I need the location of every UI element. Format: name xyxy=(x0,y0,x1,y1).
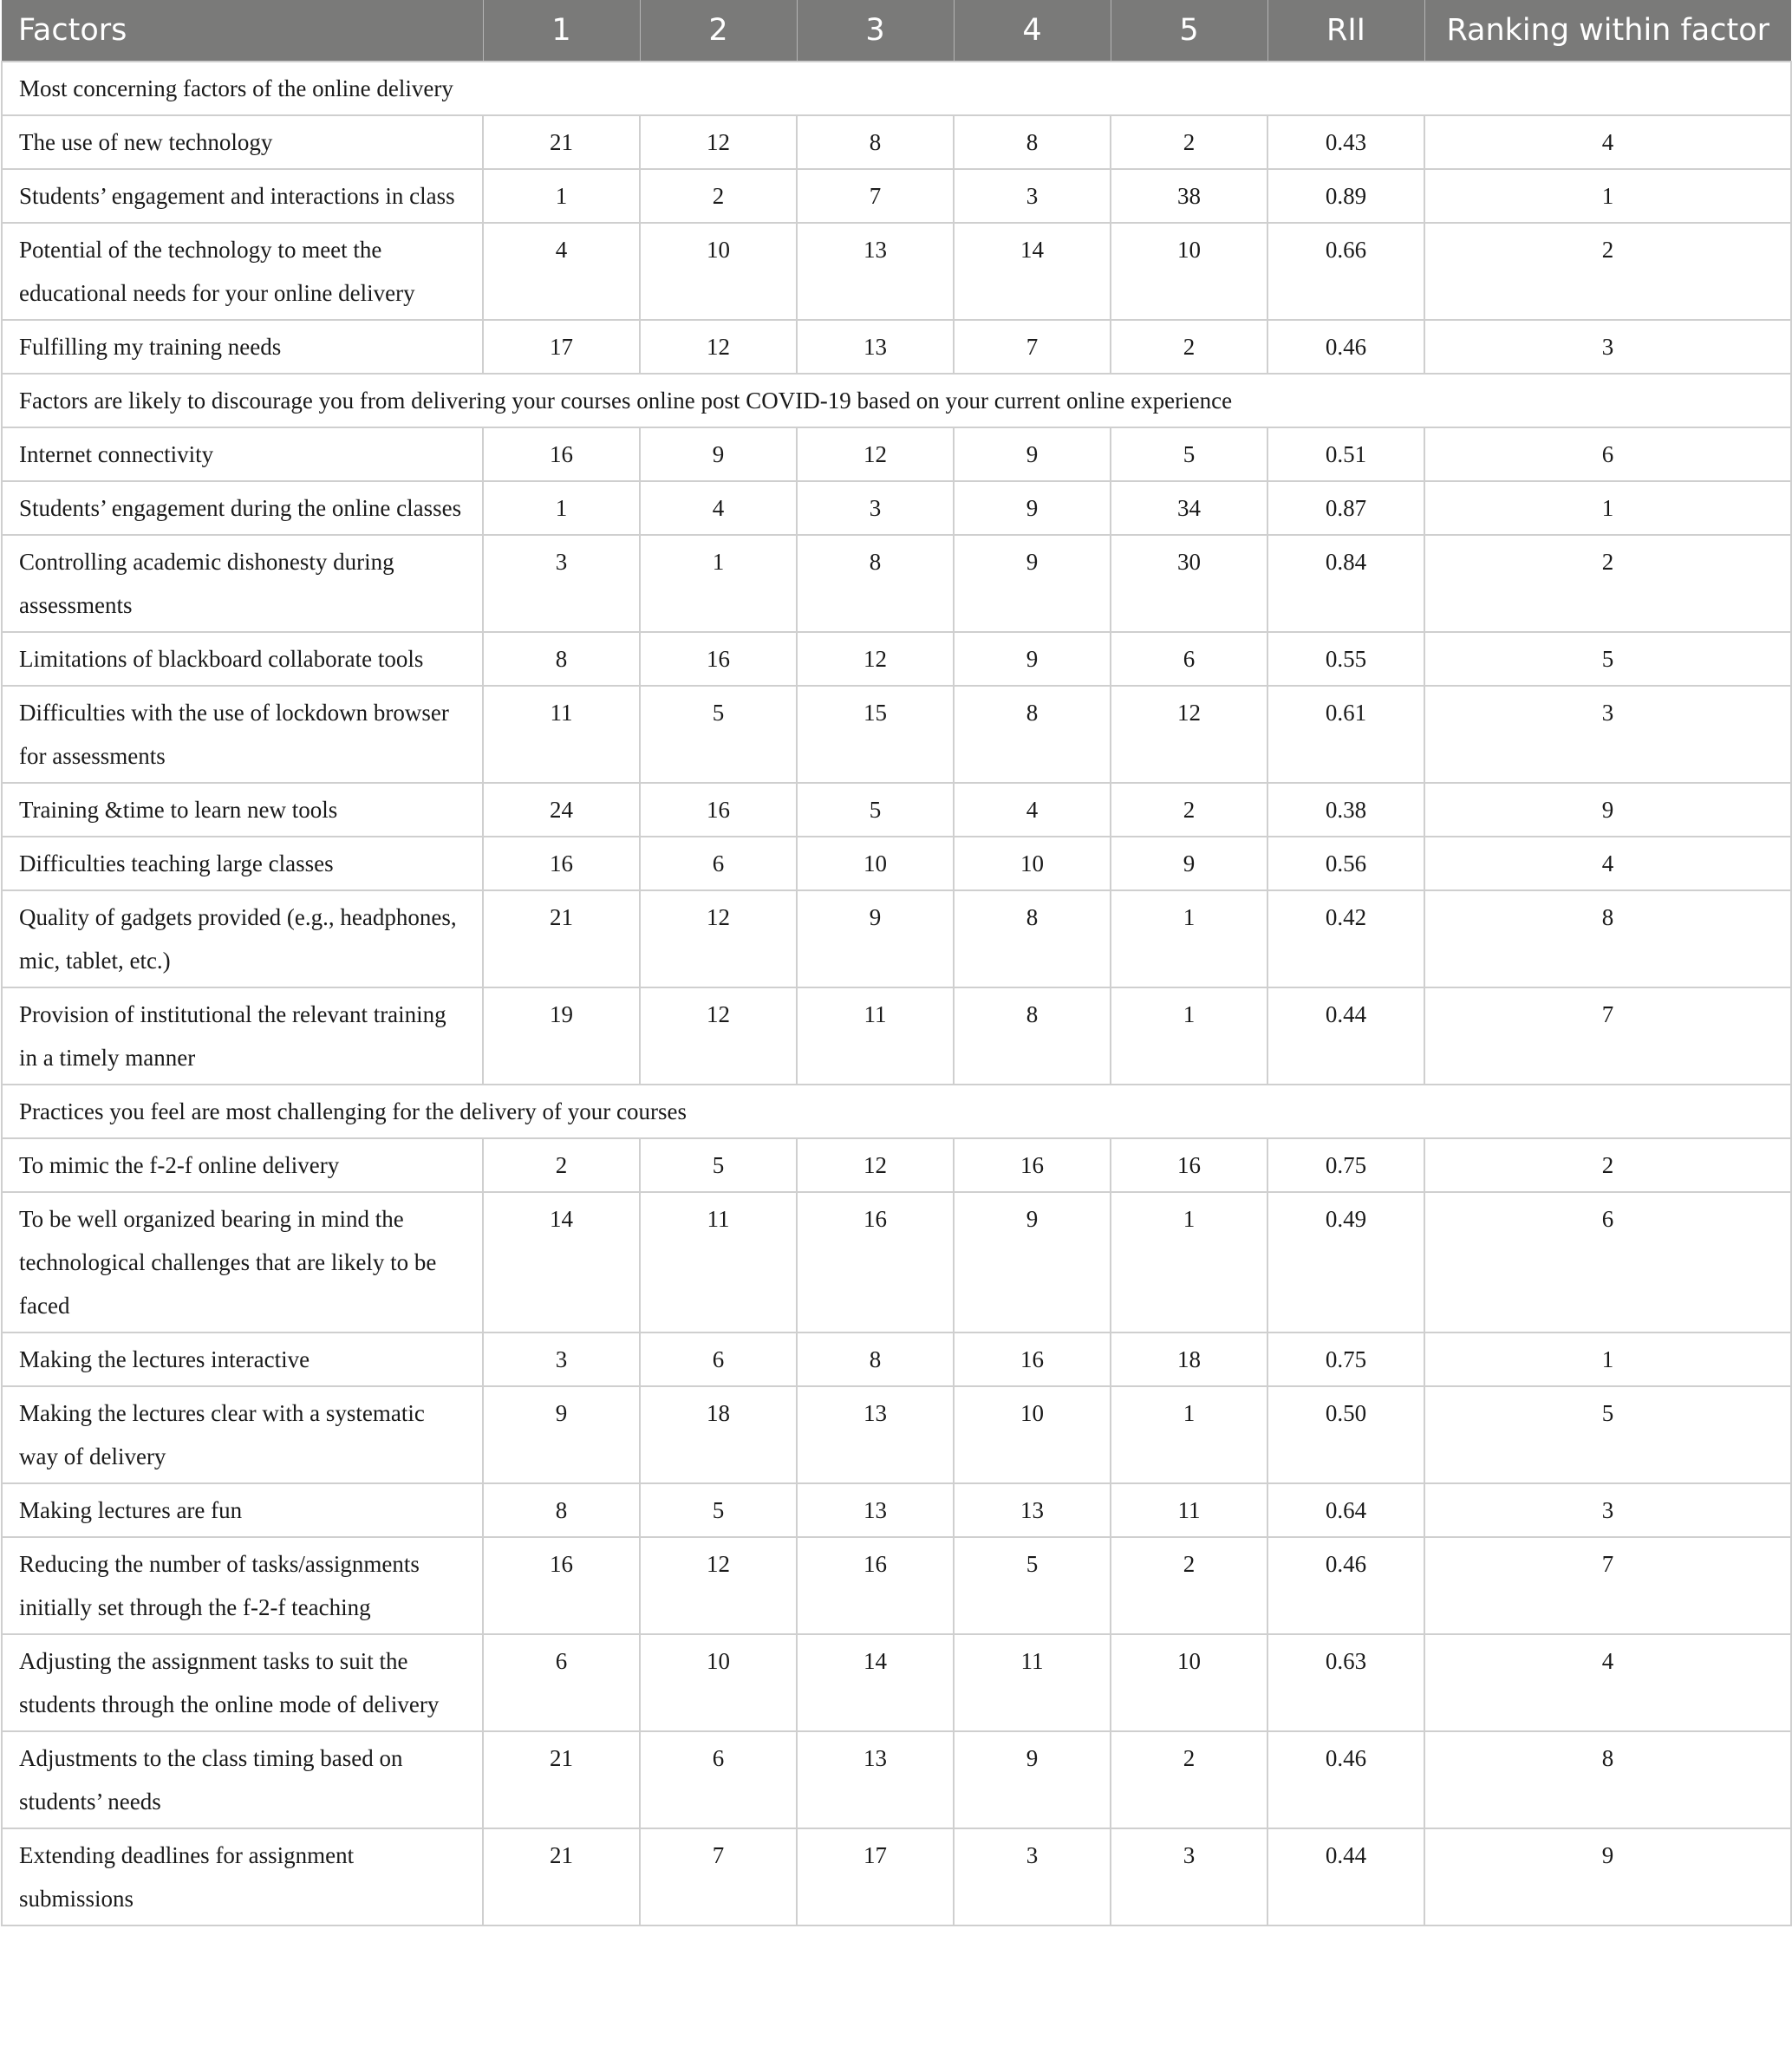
ranking-cell: 2 xyxy=(1424,535,1791,632)
rii-cell: 0.43 xyxy=(1267,115,1424,169)
score-4-cell: 9 xyxy=(954,481,1111,535)
table-row xyxy=(2,481,1791,535)
score-4-cell: 9 xyxy=(954,632,1111,686)
score-3-cell: 8 xyxy=(797,1332,954,1386)
score-3-cell: 13 xyxy=(797,1483,954,1537)
score-2-cell: 10 xyxy=(640,223,797,320)
factor-cell: Difficulties with the use of lockdown browser for assessments xyxy=(2,686,483,783)
rii-cell: 0.42 xyxy=(1267,890,1424,987)
factor-cell: The use of new technology xyxy=(2,115,483,169)
score-1-cell: 8 xyxy=(483,632,640,686)
score-2-cell: 6 xyxy=(640,1731,797,1828)
score-1-cell: 14 xyxy=(483,1192,640,1332)
factor-cell: Limitations of blackboard collaborate tools xyxy=(2,632,483,686)
rii-cell: 0.84 xyxy=(1267,535,1424,632)
score-5-cell: 1 xyxy=(1111,987,1267,1085)
score-1-cell: 21 xyxy=(483,1828,640,1925)
table-row xyxy=(2,115,1791,169)
score-2-cell: 12 xyxy=(640,890,797,987)
section-header-row xyxy=(2,62,1791,115)
table-row xyxy=(2,1138,1791,1192)
ranking-cell: 8 xyxy=(1424,1731,1791,1828)
factor-cell: Difficulties teaching large classes xyxy=(2,837,483,890)
score-4-cell: 4 xyxy=(954,783,1111,837)
factor-cell: Provision of institutional the relevant training in a timely manner xyxy=(2,987,483,1085)
table-row xyxy=(2,686,1791,783)
rii-cell: 0.38 xyxy=(1267,783,1424,837)
score-1-cell: 16 xyxy=(483,837,640,890)
ranking-cell: 9 xyxy=(1424,783,1791,837)
header-score-1: 1 xyxy=(483,0,640,62)
score-4-cell: 8 xyxy=(954,686,1111,783)
table-row xyxy=(2,1537,1791,1634)
score-3-cell: 7 xyxy=(797,169,954,223)
table-row xyxy=(2,223,1791,320)
table-row xyxy=(2,427,1791,481)
score-5-cell: 5 xyxy=(1111,427,1267,481)
ranking-cell: 7 xyxy=(1424,1537,1791,1634)
header-score-4: 4 xyxy=(954,0,1111,62)
ranking-cell: 4 xyxy=(1424,115,1791,169)
header-factors: Factors xyxy=(2,0,483,62)
factor-cell: Training &time to learn new tools xyxy=(2,783,483,837)
score-2-cell: 12 xyxy=(640,1537,797,1634)
table-row xyxy=(2,1483,1791,1537)
score-5-cell: 6 xyxy=(1111,632,1267,686)
score-2-cell: 18 xyxy=(640,1386,797,1483)
factor-cell: Internet connectivity xyxy=(2,427,483,481)
score-1-cell: 4 xyxy=(483,223,640,320)
score-1-cell: 1 xyxy=(483,481,640,535)
score-5-cell: 1 xyxy=(1111,1192,1267,1332)
score-1-cell: 16 xyxy=(483,1537,640,1634)
ranking-cell: 5 xyxy=(1424,1386,1791,1483)
table-row xyxy=(2,1731,1791,1828)
table-row xyxy=(2,169,1791,223)
score-1-cell: 24 xyxy=(483,783,640,837)
score-4-cell: 16 xyxy=(954,1138,1111,1192)
score-4-cell: 9 xyxy=(954,1731,1111,1828)
score-5-cell: 2 xyxy=(1111,1537,1267,1634)
score-4-cell: 10 xyxy=(954,1386,1111,1483)
ranking-cell: 6 xyxy=(1424,1192,1791,1332)
ranking-cell: 6 xyxy=(1424,427,1791,481)
factor-cell: Students’ engagement during the online classes xyxy=(2,481,483,535)
score-4-cell: 14 xyxy=(954,223,1111,320)
ranking-cell: 1 xyxy=(1424,169,1791,223)
score-4-cell: 8 xyxy=(954,890,1111,987)
score-5-cell: 1 xyxy=(1111,1386,1267,1483)
score-2-cell: 5 xyxy=(640,686,797,783)
rii-cell: 0.46 xyxy=(1267,320,1424,374)
score-3-cell: 17 xyxy=(797,1828,954,1925)
header-row xyxy=(2,0,1791,62)
header-score-3: 3 xyxy=(797,0,954,62)
table-row xyxy=(2,890,1791,987)
factor-cell: Fulfilling my training needs xyxy=(2,320,483,374)
score-1-cell: 2 xyxy=(483,1138,640,1192)
ranking-cell: 4 xyxy=(1424,1634,1791,1731)
factor-cell: Adjustments to the class timing based on students’ needs xyxy=(2,1731,483,1828)
ranking-cell: 2 xyxy=(1424,1138,1791,1192)
score-4-cell: 13 xyxy=(954,1483,1111,1537)
score-4-cell: 3 xyxy=(954,169,1111,223)
score-3-cell: 15 xyxy=(797,686,954,783)
score-1-cell: 3 xyxy=(483,535,640,632)
header-rii: RII xyxy=(1267,0,1424,62)
ranking-cell: 3 xyxy=(1424,1483,1791,1537)
score-5-cell: 38 xyxy=(1111,169,1267,223)
score-1-cell: 8 xyxy=(483,1483,640,1537)
factor-cell: Reducing the number of tasks/assignments initially set through the f-2-f teaching xyxy=(2,1537,483,1634)
score-2-cell: 6 xyxy=(640,837,797,890)
score-2-cell: 12 xyxy=(640,115,797,169)
ranking-cell: 1 xyxy=(1424,1332,1791,1386)
rii-cell: 0.51 xyxy=(1267,427,1424,481)
table-row xyxy=(2,783,1791,837)
score-1-cell: 3 xyxy=(483,1332,640,1386)
score-1-cell: 16 xyxy=(483,427,640,481)
table-row xyxy=(2,1192,1791,1332)
section-header-row xyxy=(2,374,1791,427)
score-1-cell: 21 xyxy=(483,115,640,169)
factor-cell: Making lectures are fun xyxy=(2,1483,483,1537)
score-2-cell: 12 xyxy=(640,987,797,1085)
score-3-cell: 16 xyxy=(797,1537,954,1634)
score-2-cell: 2 xyxy=(640,169,797,223)
score-3-cell: 13 xyxy=(797,223,954,320)
score-5-cell: 1 xyxy=(1111,890,1267,987)
score-5-cell: 2 xyxy=(1111,1731,1267,1828)
score-4-cell: 9 xyxy=(954,1192,1111,1332)
score-3-cell: 13 xyxy=(797,1386,954,1483)
rii-cell: 0.56 xyxy=(1267,837,1424,890)
ranking-cell: 9 xyxy=(1424,1828,1791,1925)
score-5-cell: 10 xyxy=(1111,223,1267,320)
ranking-cell: 1 xyxy=(1424,481,1791,535)
score-4-cell: 7 xyxy=(954,320,1111,374)
score-4-cell: 16 xyxy=(954,1332,1111,1386)
score-3-cell: 11 xyxy=(797,987,954,1085)
rii-cell: 0.46 xyxy=(1267,1731,1424,1828)
factor-cell: Extending deadlines for assignment submissions xyxy=(2,1828,483,1925)
score-3-cell: 9 xyxy=(797,890,954,987)
factor-cell: Adjusting the assignment tasks to suit the students through the online mode of delivery xyxy=(2,1634,483,1731)
ranking-cell: 3 xyxy=(1424,320,1791,374)
score-1-cell: 11 xyxy=(483,686,640,783)
table-row xyxy=(2,535,1791,632)
rii-cell: 0.55 xyxy=(1267,632,1424,686)
score-2-cell: 10 xyxy=(640,1634,797,1731)
rii-table xyxy=(1,0,1792,1926)
score-3-cell: 8 xyxy=(797,535,954,632)
factor-cell: Quality of gadgets provided (e.g., headphones, mic, tablet, etc.) xyxy=(2,890,483,987)
rii-cell: 0.75 xyxy=(1267,1332,1424,1386)
score-4-cell: 11 xyxy=(954,1634,1111,1731)
table-row xyxy=(2,1634,1791,1731)
score-5-cell: 30 xyxy=(1111,535,1267,632)
score-5-cell: 2 xyxy=(1111,783,1267,837)
table-row xyxy=(2,1828,1791,1925)
ranking-cell: 3 xyxy=(1424,686,1791,783)
score-1-cell: 9 xyxy=(483,1386,640,1483)
table-row xyxy=(2,632,1791,686)
score-2-cell: 11 xyxy=(640,1192,797,1332)
score-5-cell: 10 xyxy=(1111,1634,1267,1731)
score-2-cell: 1 xyxy=(640,535,797,632)
factor-cell: Potential of the technology to meet the educational needs for your online delivery xyxy=(2,223,483,320)
header-score-5: 5 xyxy=(1111,0,1267,62)
rii-cell: 0.63 xyxy=(1267,1634,1424,1731)
score-3-cell: 12 xyxy=(797,427,954,481)
section-title: Practices you feel are most challenging for the delivery of your courses xyxy=(2,1085,1791,1138)
score-2-cell: 16 xyxy=(640,632,797,686)
section-header-row xyxy=(2,1085,1791,1138)
score-4-cell: 5 xyxy=(954,1537,1111,1634)
rii-cell: 0.50 xyxy=(1267,1386,1424,1483)
score-5-cell: 2 xyxy=(1111,320,1267,374)
header-ranking: Ranking within factor xyxy=(1424,0,1791,62)
score-3-cell: 12 xyxy=(797,1138,954,1192)
score-3-cell: 14 xyxy=(797,1634,954,1731)
ranking-cell: 8 xyxy=(1424,890,1791,987)
score-1-cell: 1 xyxy=(483,169,640,223)
rii-cell: 0.61 xyxy=(1267,686,1424,783)
score-2-cell: 9 xyxy=(640,427,797,481)
score-4-cell: 9 xyxy=(954,535,1111,632)
factor-cell: Making the lectures interactive xyxy=(2,1332,483,1386)
score-1-cell: 19 xyxy=(483,987,640,1085)
rii-cell: 0.44 xyxy=(1267,987,1424,1085)
score-3-cell: 10 xyxy=(797,837,954,890)
factor-cell: To be well organized bearing in mind the technological challenges that are likely to be faced xyxy=(2,1192,483,1332)
score-3-cell: 13 xyxy=(797,320,954,374)
rii-cell: 0.89 xyxy=(1267,169,1424,223)
score-5-cell: 2 xyxy=(1111,115,1267,169)
score-2-cell: 4 xyxy=(640,481,797,535)
score-2-cell: 12 xyxy=(640,320,797,374)
rii-cell: 0.75 xyxy=(1267,1138,1424,1192)
rii-cell: 0.46 xyxy=(1267,1537,1424,1634)
score-2-cell: 7 xyxy=(640,1828,797,1925)
rii-cell: 0.87 xyxy=(1267,481,1424,535)
section-title: Most concerning factors of the online delivery xyxy=(2,62,1791,115)
factor-cell: Controlling academic dishonesty during assessments xyxy=(2,535,483,632)
score-3-cell: 13 xyxy=(797,1731,954,1828)
ranking-cell: 2 xyxy=(1424,223,1791,320)
table-row xyxy=(2,987,1791,1085)
score-1-cell: 21 xyxy=(483,890,640,987)
score-5-cell: 16 xyxy=(1111,1138,1267,1192)
score-5-cell: 9 xyxy=(1111,837,1267,890)
score-1-cell: 6 xyxy=(483,1634,640,1731)
header-score-2: 2 xyxy=(640,0,797,62)
score-2-cell: 5 xyxy=(640,1138,797,1192)
score-2-cell: 16 xyxy=(640,783,797,837)
rii-cell: 0.44 xyxy=(1267,1828,1424,1925)
score-2-cell: 6 xyxy=(640,1332,797,1386)
score-4-cell: 10 xyxy=(954,837,1111,890)
ranking-cell: 7 xyxy=(1424,987,1791,1085)
ranking-cell: 5 xyxy=(1424,632,1791,686)
score-3-cell: 12 xyxy=(797,632,954,686)
score-4-cell: 3 xyxy=(954,1828,1111,1925)
table-row xyxy=(2,1386,1791,1483)
factor-cell: Making the lectures clear with a systematic way of delivery xyxy=(2,1386,483,1483)
score-3-cell: 5 xyxy=(797,783,954,837)
table-row xyxy=(2,837,1791,890)
score-3-cell: 3 xyxy=(797,481,954,535)
score-5-cell: 11 xyxy=(1111,1483,1267,1537)
factor-cell: Students’ engagement and interactions in class xyxy=(2,169,483,223)
score-4-cell: 9 xyxy=(954,427,1111,481)
score-1-cell: 17 xyxy=(483,320,640,374)
score-5-cell: 12 xyxy=(1111,686,1267,783)
section-title: Factors are likely to discourage you from delivering your courses online post COVID-19 based on your current online experience xyxy=(2,374,1791,427)
score-3-cell: 16 xyxy=(797,1192,954,1332)
score-2-cell: 5 xyxy=(640,1483,797,1537)
rii-cell: 0.64 xyxy=(1267,1483,1424,1537)
score-1-cell: 21 xyxy=(483,1731,640,1828)
ranking-cell: 4 xyxy=(1424,837,1791,890)
score-5-cell: 34 xyxy=(1111,481,1267,535)
score-5-cell: 18 xyxy=(1111,1332,1267,1386)
score-5-cell: 3 xyxy=(1111,1828,1267,1925)
factor-cell: To mimic the f-2-f online delivery xyxy=(2,1138,483,1192)
rii-cell: 0.66 xyxy=(1267,223,1424,320)
table-row xyxy=(2,320,1791,374)
score-4-cell: 8 xyxy=(954,987,1111,1085)
score-4-cell: 8 xyxy=(954,115,1111,169)
rii-cell: 0.49 xyxy=(1267,1192,1424,1332)
score-3-cell: 8 xyxy=(797,115,954,169)
table-row xyxy=(2,1332,1791,1386)
